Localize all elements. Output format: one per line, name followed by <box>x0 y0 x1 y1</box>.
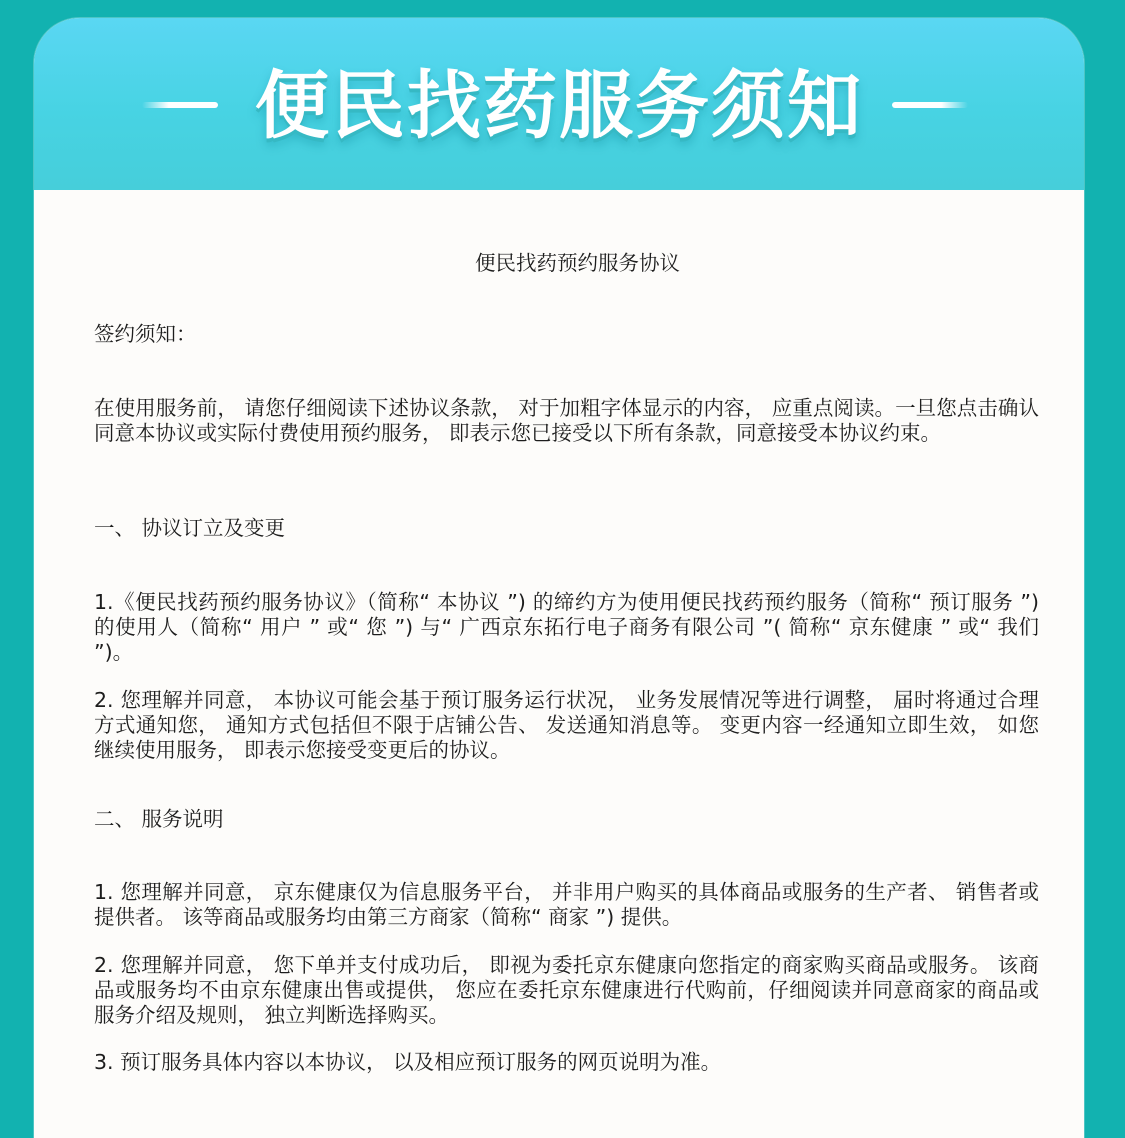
section-2-item-1: 1. 您理解并同意， 京东健康仅为信息服务平台， 并非用户购买的具体商品或服务的生产者、 销售者或提供者。 该等商品或服务均由第三方商家（简称“ 商家 ”) 提供。 <box>94 880 1039 929</box>
agreement-title: 便民找药预约服务协议 <box>475 251 680 275</box>
section-1-heading: 一、 协议订立及变更 <box>94 516 286 540</box>
header-banner <box>34 18 1084 190</box>
intro-paragraph: 在使用服务前， 请您仔细阅读下述协议条款， 对于加粗字体显示的内容， 应重点阅读。一旦您点击确认同意本协议或实际付费使用预约服务， 即表示您已接受以下所有条款，同意接受本协议约束。 <box>94 396 1039 445</box>
section-2-item-2: 2. 您理解并同意， 您下单并支付成功后， 即视为委托京东健康向您指定的商家购买商品或服务。 该商品或服务均不由京东健康出售或提供， 您应在委托京东健康进行代购前，仔细阅读并同意商家的商品或服务介绍及规则， 独立判断选择购买。 <box>94 953 1039 1027</box>
section-1-item-1: 1.《便民找药预约服务协议》（简称“ 本协议 ”) 的缔约方为使用便民找药预约服务（简称“ 预订服务 ”) 的使用人（简称“ 用户 ” 或“ 您 ”) 与“ 广西京东拓行电子商务有限公司 ”( 简称“ 京东健康 ” 或“ 我们 ”)。 <box>94 590 1039 664</box>
section-2-heading: 二、 服务说明 <box>94 807 224 831</box>
notice-card <box>34 18 1084 1138</box>
title-decoration-right <box>892 102 968 108</box>
section-2-item-3: 3. 预订服务具体内容以本协议， 以及相应预订服务的网页说明为准。 <box>94 1050 722 1074</box>
page-title: 便民找药服务须知 <box>255 63 863 149</box>
section-1-item-2: 2. 您理解并同意， 本协议可能会基于预订服务运行状况， 业务发展情况等进行调整， 届时将通过合理方式通知您， 通知方式包括但不限于店铺公告、 发送通知消息等。 变更内容一经通知立即生效， 如您继续使用服务， 即表示您接受变更后的协议。 <box>94 688 1039 762</box>
sign-notice-label: 签约须知： <box>94 322 197 346</box>
